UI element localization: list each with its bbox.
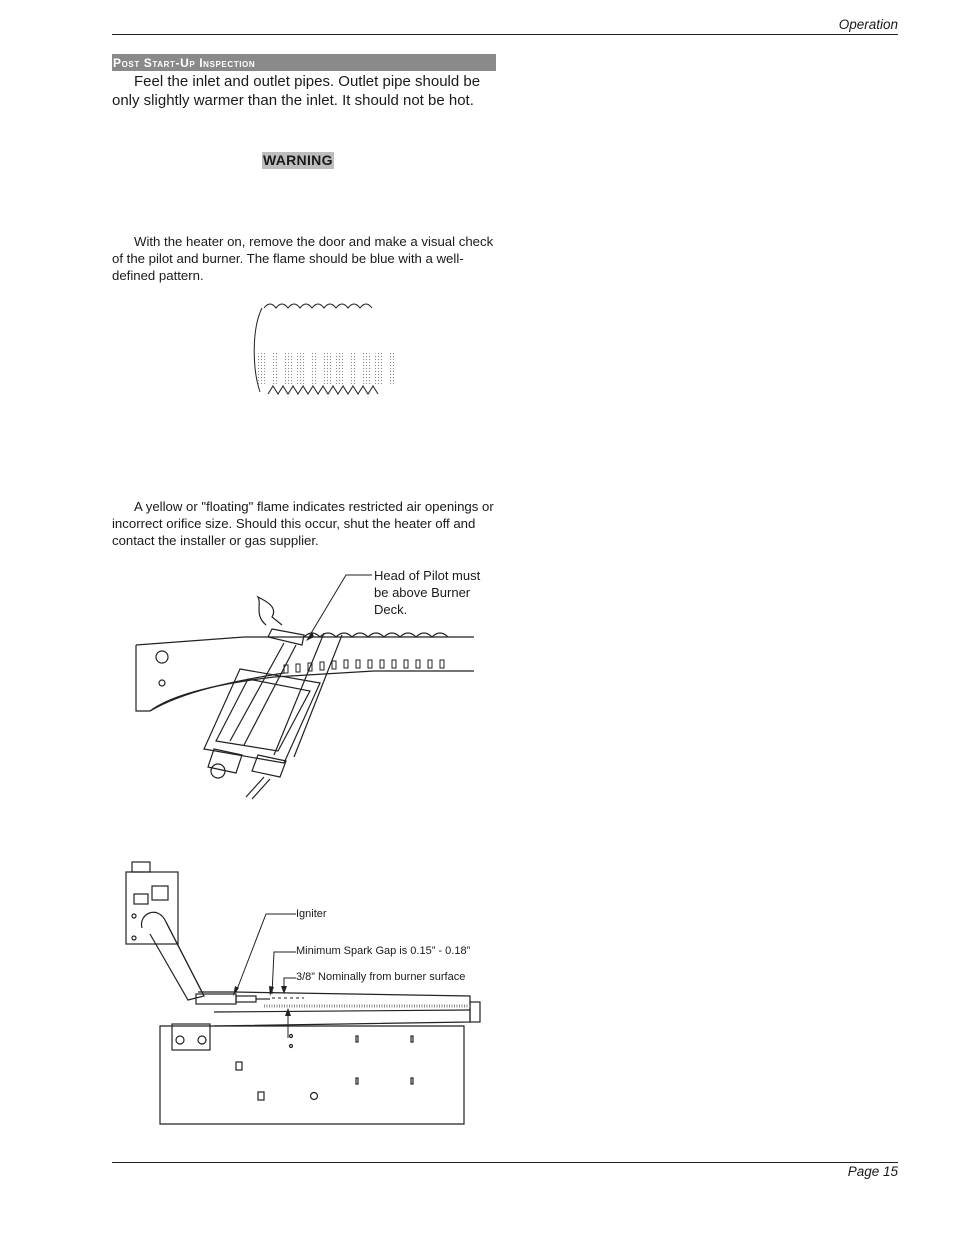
inspection-paragraph-yellow-flame — [112, 498, 498, 549]
header-rule — [112, 34, 898, 35]
paragraph-text: Feel the inlet and outlet pipes. Outlet pipe should be only slightly warmer than the inlet. It should not be hot. — [112, 73, 481, 109]
section-title-text: Post Start-Up Inspection — [113, 56, 256, 70]
inspection-paragraph-flame-check — [112, 233, 498, 284]
igniter-height-label: 3/8” Nominally from burner surface — [296, 971, 466, 983]
igniter-burner-figure — [124, 860, 496, 1130]
inspection-paragraph-pipes — [112, 72, 498, 110]
paragraph-text: A yellow or "floating" flame indicates restricted air openings or incorrect orifice size. Should this occur, shut the heater off and contact the installer or gas supplier. — [112, 499, 494, 548]
igniter-label: Igniter — [296, 908, 327, 920]
section-title — [112, 54, 496, 71]
page-number: Page 15 — [847, 1164, 898, 1179]
flame-pattern-illustration — [248, 298, 408, 398]
spark-gap-label: Minimum Spark Gap is 0.15” - 0.18” — [296, 945, 471, 957]
paragraph-text: With the heater on, remove the door and make a visual check of the pilot and burner. The flame should be blue with a well-defined pattern. — [112, 234, 494, 283]
header-section-label: Operation — [838, 17, 898, 32]
warning-label: WARNING — [263, 152, 333, 168]
pilot-head-callout: Head of Pilot must be above Burner Deck. — [374, 568, 481, 617]
footer-rule — [112, 1162, 898, 1163]
